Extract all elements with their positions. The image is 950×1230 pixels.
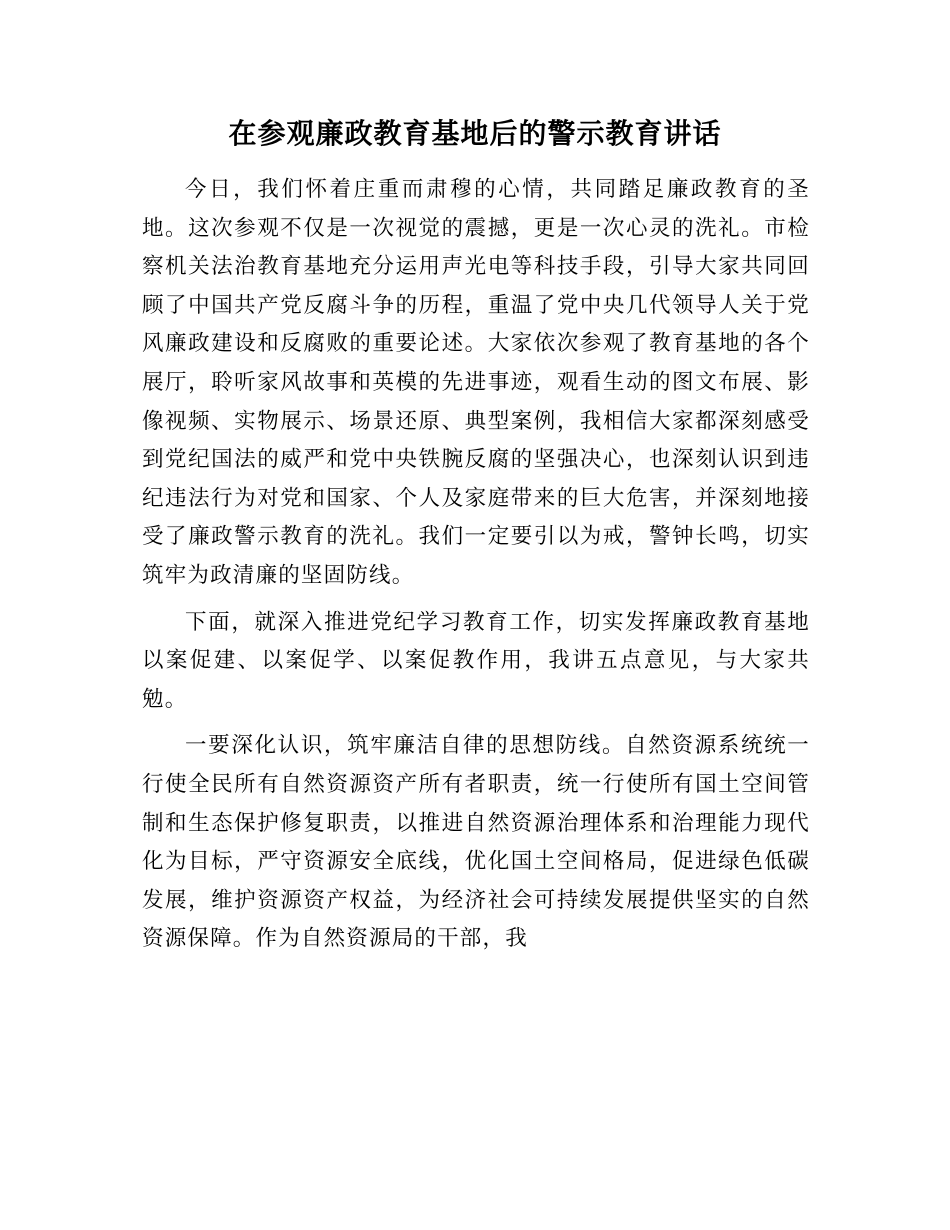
paragraph-2: 下面，就深入推进党纪学习教育工作，切实发挥廉政教育基地以案促建、以案促学、以案促教作用，我讲五点意见，与大家共勉。 (142, 609, 810, 712)
document-body (142, 171, 810, 967)
paragraph-1: 今日，我们怀着庄重而肃穆的心情，共同踏足廉政教育的圣地。这次参观不仅是一次视觉的震撼，更是一次心灵的洗礼。市检察机关法治教育基地充分运用声光电等科技手段，引导大家共同回顾了中国共产党反腐斗争的历程，重温了党中央几代领导人关于党风廉政建设和反腐败的重要论述。大家依次参观了教育基地的各个展厅，聆听家风故事和英模的先进事迹，观看生动的图文布展、影像视频、实物展示、场景还原、典型案例，我相信大家都深刻感受到党纪国法的威严和党中央铁腕反腐的坚强决心，也深刻认识到违纪违法行为对党和国家、个人及家庭带来的巨大危害，并深刻地接受了廉政警示教育的洗礼。我们一定要引以为戒，警钟长鸣，切实筑牢为政清廉的坚固防线。 (142, 177, 810, 588)
paragraph-3: 一要深化认识，筑牢廉洁自律的思想防线。自然资源系统统一行使全民所有自然资源资产所有者职责，统一行使所有国土空间管制和生态保护修复职责，以推进自然资源治理体系和治理能力现代化为目标，严守资源安全底线，优化国土空间格局，促进绿色低碳发展，维护资源资产权益，为经济社会可持续发展提供坚实的自然资源保障。作为自然资源局的干部，我 (142, 733, 810, 952)
document-title: 在参观廉政教育基地后的警示教育讲话 (228, 117, 722, 150)
